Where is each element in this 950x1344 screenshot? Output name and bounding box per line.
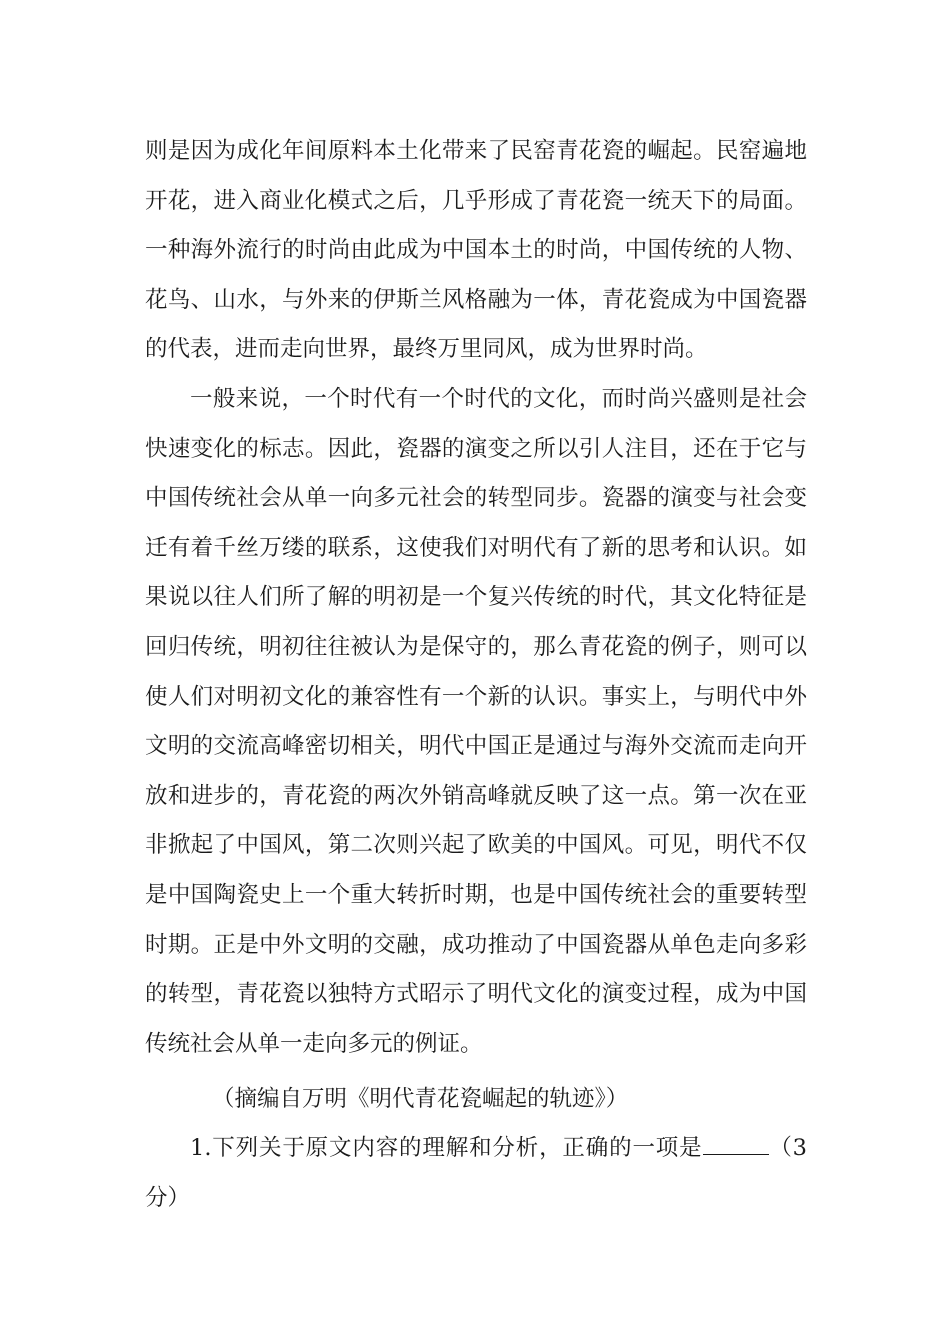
article-paragraph-2: 一般来说，一个时代有一个时代的文化，而时尚兴盛则是社会快速变化的标志。因此，瓷器的演变之所以引人注目，还在于它与中国传统社会从单一向多元社会的转型同步。瓷器的演变与社会变迁有着千丝万缕的联系，这使我们对明代有了新的思考和认识。如果说以往人们所了解的明初是一个复兴传统的时代，其文化特征是回归传统，明初往往被认为是保守的，那么青花瓷的例子，则可以使人们对明初文化的兼容性有一个新的认识。事实上，与明代中外文明的交流高峰密切相关，明代中国正是通过与海外交流而走向开放和进步的，青花瓷的两次外销高峰就反映了这一点。第一次在亚非掀起了中国风，第二次则兴起了欧美的中国风。可见，明代不仅是中国陶瓷史上一个重大转折时期，也是中国传统社会的重要转型时期。正是中外文明的交融，成功推动了中国瓷器从单色走向多彩的转型，青花瓷以独特方式昭示了明代文化的演变过程，成为中国传统社会从单一走向多元的例证。 <box>145 386 807 1057</box>
answer-blank[interactable] <box>703 1132 769 1155</box>
question-1 <box>145 1124 807 1223</box>
question-1-score: （3分） <box>145 1135 807 1211</box>
article-paragraph-1: 则是因为成化年间原料本土化带来了民窑青花瓷的崛起。民窑遍地开花，进入商业化模式之后，几乎形成了青花瓷一统天下的局面。一种海外流行的时尚由此成为中国本土的时尚，中国传统的人物、花鸟、山水，与外来的伊斯兰风格融为一体，青花瓷成为中国瓷器的代表，进而走向世界，最终万里同风，成为世界时尚。 <box>145 138 807 363</box>
article-source-citation: （摘编自万明《明代青花瓷崛起的轨迹》） <box>212 1086 629 1112</box>
question-1-stem: 1.下列关于原文内容的理解和分析，正确的一项是 <box>190 1135 703 1161</box>
